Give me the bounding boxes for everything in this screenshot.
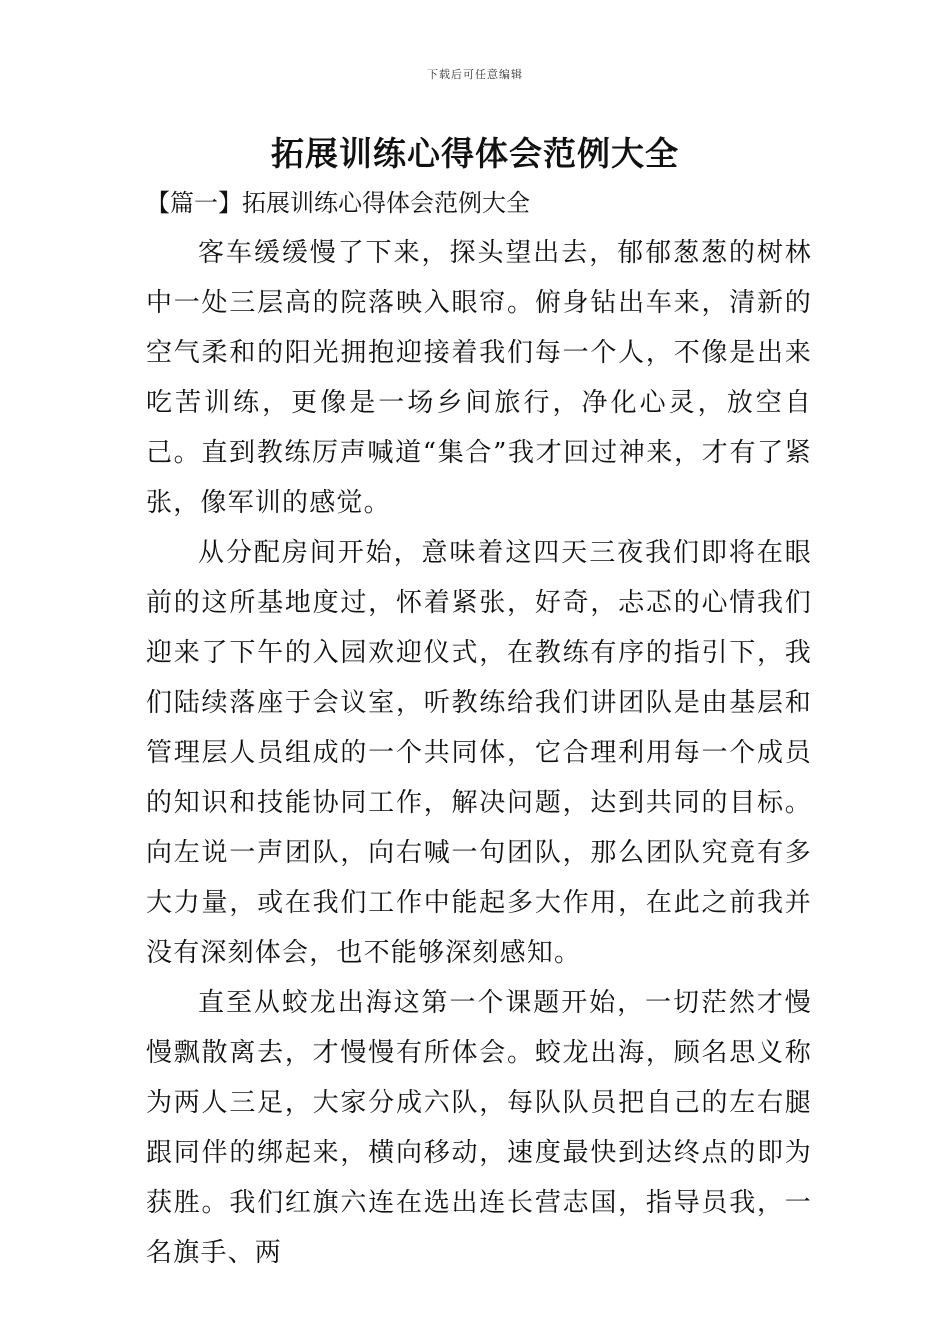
section-heading: 【篇一】拓展训练心得体会范例大全 <box>146 189 530 217</box>
document-body <box>146 228 812 1278</box>
paragraph: 从分配房间开始，意味着这四天三夜我们即将在眼前的这所基地度过，怀着紧张，好奇，忐忑的心情我们迎来了下午的入园欢迎仪式，在教练有序的指引下，我们陆续落座于会议室，听教练给我们讲团队是由基层和管理层人员组成的一个共同体，它合理利用每一个成员的知识和技能协同工作，解决问题，达到共同的目标。向左说一声团队，向右喊一句团队，那么团队究竟有多大力量，或在我们工作中能起多大作用，在此之前我并没有深刻体会，也不能够深刻感知。 <box>146 538 812 968</box>
header-note: 下载后可任意编辑 <box>427 68 523 81</box>
paragraph: 直至从蛟龙出海这第一个课题开始，一切茫然才慢慢飘散离去，才慢慢有所体会。蛟龙出海，顾名思义称为两人三足，大家分成六队，每队队员把自己的左右腿跟同伴的绑起来，横向移动，速度最快到达终点的即为获胜。我们红旗六连在选出连长营志国，指导员我，一名旗手、两 <box>146 988 812 1268</box>
document-title: 拓展训练心得体会范例大全 <box>271 134 679 173</box>
paragraph: 客车缓缓慢了下来，探头望出去，郁郁葱葱的树林中一处三层高的院落映入眼帘。俯身钻出车来，清新的空气柔和的阳光拥抱迎接着我们每一个人，不像是出来吃苦训练，更像是一场乡间旅行，净化心灵，放空自己。直到教练厉声喊道“集合”我才回过神来，才有了紧张，像军训的感觉。 <box>146 238 812 518</box>
